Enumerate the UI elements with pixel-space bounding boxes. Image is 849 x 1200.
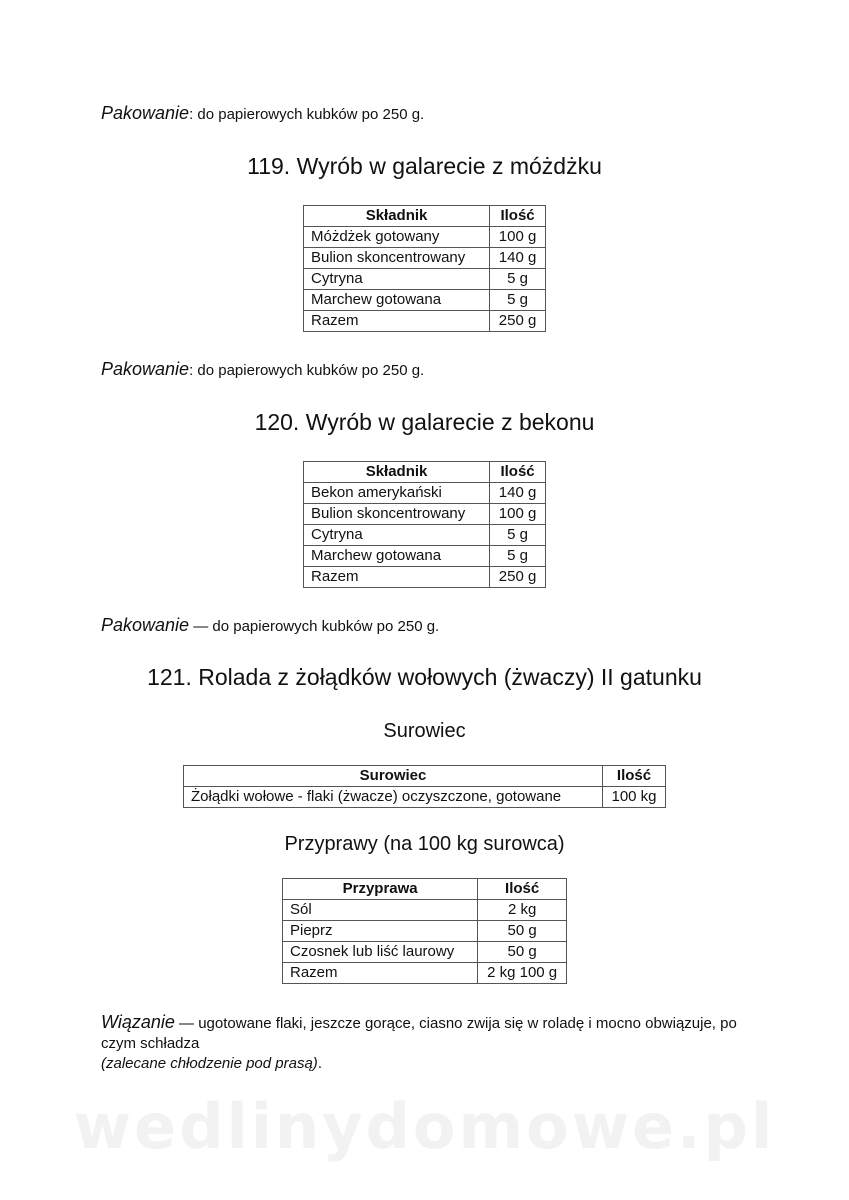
quantity-cell: 250 g [490, 311, 546, 332]
packaging-label: Pakowanie [101, 615, 190, 635]
ingredient-cell: Cytryna [304, 269, 490, 290]
przyprawy-table [282, 878, 567, 984]
recipe-121-title: 121. Rolada z żołądków wołowych (żwaczy) II gatunku [147, 664, 702, 690]
material-cell: Żołądki wołowe - flaki (żwacze) oczyszczone, gotowane [184, 787, 603, 808]
column-header-material: Surowiec [184, 766, 603, 787]
table-header-row [304, 462, 546, 483]
table-row [304, 483, 546, 504]
ingredient-cell: Bulion skoncentrowany [304, 248, 490, 269]
recipe-119-table [303, 205, 546, 332]
spice-cell: Razem [283, 963, 478, 984]
table-header-row [304, 206, 546, 227]
table-row [304, 311, 546, 332]
packaging-note-1 [101, 103, 424, 125]
table-row [304, 290, 546, 311]
quantity-cell: 100 g [490, 504, 546, 525]
ingredient-cell: Móżdżek gotowany [304, 227, 490, 248]
table-row [283, 921, 567, 942]
table-row [283, 963, 567, 984]
wiazanie-end: . [317, 1055, 322, 1072]
column-header-ingredient: Składnik [304, 206, 490, 227]
spice-cell: Czosnek lub liść laurowy [283, 942, 478, 963]
column-header-ingredient: Składnik [304, 462, 490, 483]
quantity-cell: 2 kg 100 g [478, 963, 567, 984]
recipe-119-title: 119. Wyrób w galarecie z móżdżku [247, 153, 602, 179]
ingredient-cell: Cytryna [304, 525, 490, 546]
quantity-cell: 5 g [490, 290, 546, 311]
ingredient-cell: Razem [304, 567, 490, 588]
surowiec-heading: Surowiec [383, 720, 466, 742]
packaging-label: Pakowanie [101, 103, 190, 123]
wiazanie-label: Wiązanie [101, 1012, 175, 1032]
ingredient-cell: Razem [304, 311, 490, 332]
column-header-spice: Przyprawa [283, 879, 478, 900]
quantity-cell: 250 g [490, 567, 546, 588]
table-row [304, 248, 546, 269]
packaging-note-3 [101, 615, 439, 637]
quantity-cell: 140 g [490, 248, 546, 269]
ingredient-cell: Marchew gotowana [304, 290, 490, 311]
column-header-quantity: Ilość [490, 206, 546, 227]
ingredient-cell: Bulion skoncentrowany [304, 504, 490, 525]
table-row [184, 787, 666, 808]
recipe-120-table [303, 461, 546, 588]
table-row [283, 942, 567, 963]
quantity-cell: 50 g [478, 942, 567, 963]
table-row [304, 525, 546, 546]
table-row [304, 227, 546, 248]
surowiec-table [183, 765, 666, 808]
packaging-text: : do papierowych kubków po 250 g. [189, 362, 425, 379]
table-row [304, 567, 546, 588]
recipe-120-title: 120. Wyrób w galarecie z bekonu [254, 409, 595, 435]
quantity-cell: 50 g [478, 921, 567, 942]
packaging-label: Pakowanie [101, 359, 190, 379]
packaging-note-2 [101, 359, 424, 381]
ingredient-cell: Bekon amerykański [304, 483, 490, 504]
quantity-cell: 5 g [490, 269, 546, 290]
watermark: wedlinydomowe.pl [73, 1090, 776, 1163]
table-header-row [184, 766, 666, 787]
packaging-text: — do papierowych kubków po 250 g. [189, 618, 440, 635]
quantity-cell: 5 g [490, 546, 546, 567]
quantity-cell: 5 g [490, 525, 546, 546]
quantity-cell: 140 g [490, 483, 546, 504]
przyprawy-heading: Przyprawy (na 100 kg surowca) [284, 833, 565, 855]
quantity-cell: 100 g [490, 227, 546, 248]
ingredient-cell: Marchew gotowana [304, 546, 490, 567]
table-row [304, 546, 546, 567]
table-row [283, 900, 567, 921]
wiazanie-text: — ugotowane flaki, jeszcze gorące, ciasno zwija się w roladę i mocno obwiązuje, po czym schładza [101, 1015, 737, 1052]
quantity-cell: 2 kg [478, 900, 567, 921]
quantity-cell: 100 kg [603, 787, 666, 808]
wiazanie-note: (zalecane chłodzenie pod prasą) [101, 1055, 318, 1072]
column-header-quantity: Ilość [478, 879, 567, 900]
spice-cell: Sól [283, 900, 478, 921]
table-row [304, 504, 546, 525]
packaging-text: : do papierowych kubków po 250 g. [189, 106, 425, 123]
table-row [304, 269, 546, 290]
wiazanie-paragraph [101, 1012, 741, 1074]
column-header-quantity: Ilość [490, 462, 546, 483]
table-header-row [283, 879, 567, 900]
spice-cell: Pieprz [283, 921, 478, 942]
column-header-quantity: Ilość [603, 766, 666, 787]
